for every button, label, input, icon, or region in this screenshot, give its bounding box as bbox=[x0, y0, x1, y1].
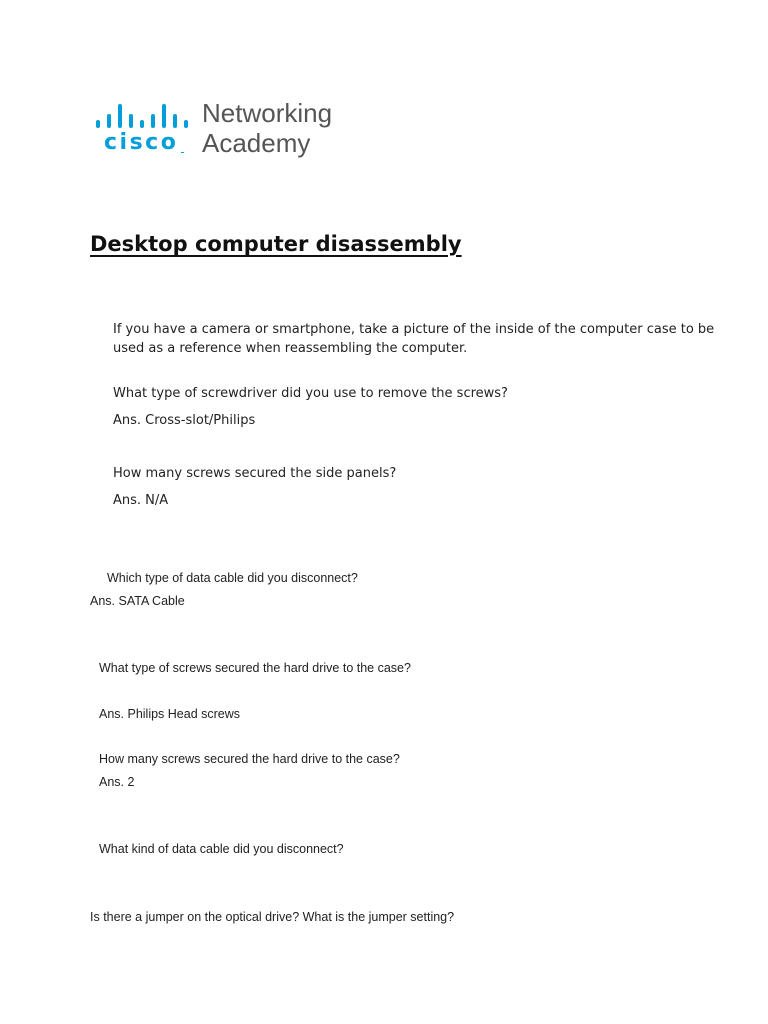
answer-hard-drive-screw-type: Ans. Philips Head screws bbox=[99, 707, 241, 721]
question-data-cable-type: Which type of data cable did you disconnect? bbox=[107, 571, 358, 585]
intro-line-2: used as a reference when reassembling the computer. bbox=[113, 341, 468, 356]
answer-screwdriver: Ans. Cross-slot/Philips bbox=[113, 413, 256, 428]
document-title: Desktop computer disassembly bbox=[90, 232, 462, 256]
answer-hard-drive-screw-count: Ans. 2 bbox=[99, 775, 135, 789]
intro-line-1: If you have a camera or smartphone, take a picture of the inside of the computer case to be bbox=[113, 322, 715, 337]
question-hard-drive-screw-type: What type of screws secured the hard drive to the case? bbox=[99, 661, 411, 675]
cisco-wordmark: cisco bbox=[104, 130, 179, 155]
logo-networking-text: Networking bbox=[202, 98, 333, 128]
answer-data-cable-type: Ans. SATA Cable bbox=[90, 594, 185, 608]
question-hard-drive-screw-count: How many screws secured the hard drive to the case? bbox=[99, 752, 400, 766]
question-data-cable-kind: What kind of data cable did you disconnect? bbox=[99, 842, 344, 856]
question-screwdriver: What type of screwdriver did you use to remove the screws? bbox=[113, 386, 508, 401]
logo-academy-text: Academy bbox=[202, 128, 311, 158]
answer-side-panel-screws: Ans. N/A bbox=[113, 493, 169, 508]
question-optical-drive-jumper: Is there a jumper on the optical drive? What is the jumper setting? bbox=[90, 910, 455, 924]
question-side-panel-screws: How many screws secured the side panels? bbox=[113, 466, 397, 481]
cisco-bridge-bars-icon bbox=[94, 102, 190, 128]
cisco-networking-academy-logo bbox=[94, 98, 354, 162]
